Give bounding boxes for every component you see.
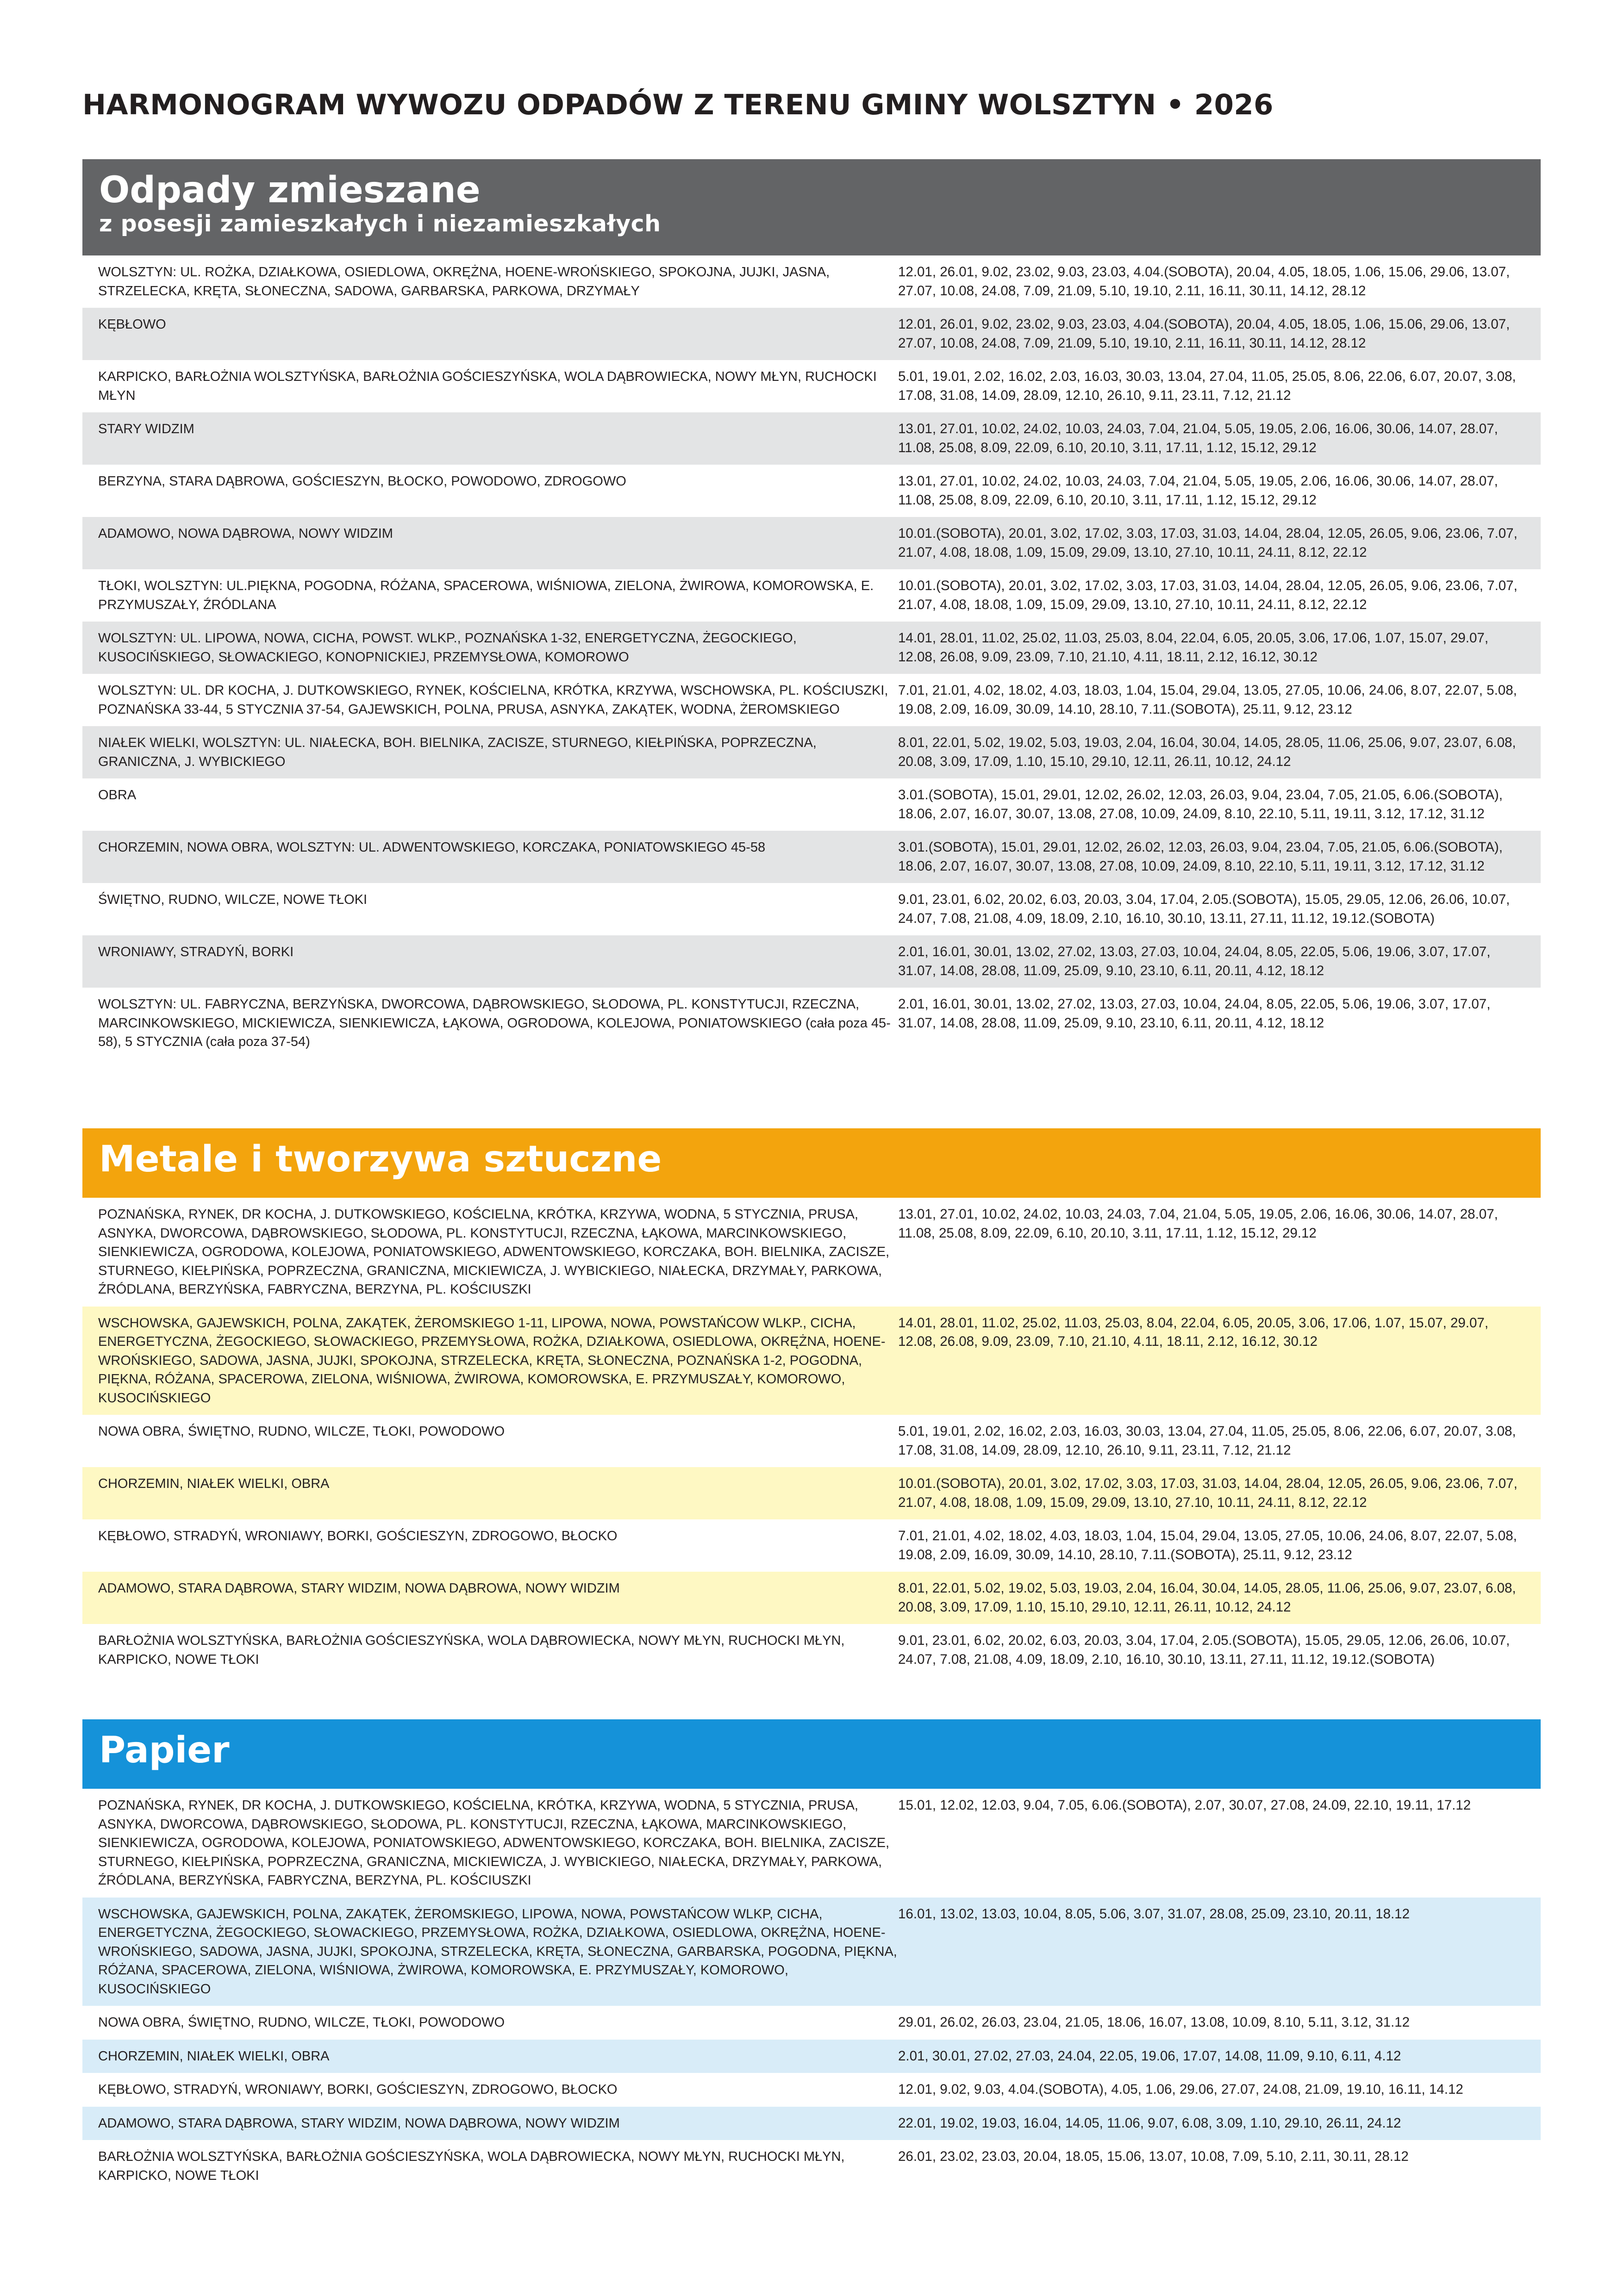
collection-dates: 8.01, 22.01, 5.02, 19.02, 5.03, 19.03, 2.04, 16.04, 30.04, 14.05, 28.05, 11.06, 25.06, 9.07, 23.07, 6.08, 20.08, 3.09, 17.09, 1.10, 15.10, 29.10, 12.11, 26.11, 10.12, 24.12 xyxy=(898,1580,1516,1615)
section-header-metals-plastics xyxy=(82,1128,1541,1198)
collection-dates: 13.01, 27.01, 10.02, 24.02, 10.03, 24.03, 7.04, 21.04, 5.05, 19.05, 2.06, 16.06, 30.06, 14.07, 28.07, 11.08, 25.08, 8.09, 22.09, 6.10, 20.10, 3.11, 17.11, 1.12, 15.12, 29.12 xyxy=(898,1207,1498,1241)
area-names: BARŁOŻNIA WOLSZTYŃSKA, BARŁOŻNIA GOŚCIESZYŃSKA, WOLA DĄBROWIECKA, NOWY MŁYN, RUCHOCKI MŁYN, KARPICKO, NOWE TŁOKI xyxy=(98,1633,845,1667)
collection-dates: 2.01, 30.01, 27.02, 27.03, 24.04, 22.05, 19.06, 17.07, 14.08, 11.09, 9.10, 6.11, 4.12 xyxy=(898,2048,1401,2064)
area-names: WSCHOWSKA, GAJEWSKICH, POLNA, ZAKĄTEK, ŻEROMSKIEGO 1-11, LIPOWA, NOWA, POWSTAŃCOW WLKP., CICHA, ENERGETYCZNA, ŻEGOCKIEGO, SŁOWACKIEGO, PRZEMYSŁOWA, ROŻKA, DZIAŁKOWA, OSIEDLOWA, OKRĘŻNA, HOENE-WROŃSKIEGO, SADOWA, JASNA, JUJKI, SPOKOJNA, STRZELECKA, KRĘTA, SŁONECZNA, POZNAŃSKA 1-2, POGODNA, PIĘKNA, RÓŻANA, SPACEROWA, ZIELONA, WIŚNIOWA, ŻWIROWA, KOMOROWSKA, E. PRZYMUSZAŁY, KOMOROWO, KUSOCIŃSKIEGO xyxy=(98,1315,886,1406)
collection-dates: 13.01, 27.01, 10.02, 24.02, 10.03, 24.03, 7.04, 21.04, 5.05, 19.05, 2.06, 16.06, 30.06, 14.07, 28.07, 11.08, 25.08, 8.09, 22.09, 6.10, 20.10, 3.11, 17.11, 1.12, 15.12, 29.12 xyxy=(898,473,1498,508)
table-row xyxy=(82,2006,1541,2040)
area-names: OBRA xyxy=(98,788,137,803)
table-row xyxy=(82,1467,1541,1519)
table-row xyxy=(82,1624,1541,1676)
table-row xyxy=(82,1572,1541,1624)
table-row xyxy=(82,1898,1541,2006)
area-names: STARY WIDZIM xyxy=(98,422,194,436)
collection-dates: 16.01, 13.02, 13.03, 10.04, 8.05, 5.06, 3.07, 31.07, 28.08, 25.09, 23.10, 20.11, 18.12 xyxy=(898,1906,1410,1922)
collection-dates: 12.01, 26.01, 9.02, 23.02, 9.03, 23.03, 4.04.(SOBOTA), 20.04, 4.05, 18.05, 1.06, 15.06, 29.06, 13.07, 27.07, 10.08, 24.08, 7.09, 21.09, 5.10, 19.10, 2.11, 16.11, 30.11, 14.12, 28.12 xyxy=(898,317,1510,351)
table-row xyxy=(82,1307,1541,1415)
table-row xyxy=(82,1198,1541,1307)
table-row xyxy=(82,360,1541,412)
collection-dates: 8.01, 22.01, 5.02, 19.02, 5.03, 19.03, 2.04, 16.04, 30.04, 14.05, 28.05, 11.06, 25.06, 9.07, 23.07, 6.08, 20.08, 3.09, 17.09, 1.10, 15.10, 29.10, 12.11, 26.11, 10.12, 24.12 xyxy=(898,735,1516,769)
area-names: WOLSZTYN: UL. LIPOWA, NOWA, CICHA, POWST. WLKP., POZNAŃSKA 1-32, ENERGETYCZNA, ŻEGOCKIEGO, KUSOCIŃSKIEGO, SŁOWACKIEGO, KONOPNICKIEJ, PRZEMYSŁOWA, KOMOROWO xyxy=(98,631,797,665)
area-names: KĘBŁOWO xyxy=(98,317,166,332)
table-row xyxy=(82,465,1541,517)
area-names: WSCHOWSKA, GAJEWSKICH, POLNA, ZAKĄTEK, ŻEROMSKIEGO, LIPOWA, NOWA, POWSTAŃCOW WLKP, CICHA, ENERGETYCZNA, ŻEGOCKIEGO, SŁOWACKIEGO, PRZEMYSŁOWA, ROŻKA, DZIAŁKOWA, OSIEDLOWA, OKRĘŻNA, HOENE-WROŃSKIEGO, SADOWA, JASNA, JUJKI, SPOKOJNA, STRZELECKA, KRĘTA, SŁONECZNA, GARBARSKA, POGODNA, PIĘKNA, RÓŻANA, SPACEROWA, ZIELONA, WIŚNIOWA, ŻWIROWA, KOMOROWSKA, E. PRZYMUSZAŁY, KOMOROWO, KUSOCIŃSKIEGO xyxy=(98,1906,897,1997)
area-names: NIAŁEK WIELKI, WOLSZTYN: UL. NIAŁECKA, BOH. BIELNIKA, ZACISZE, STURNEGO, KIEŁPIŃSKA, POPRZECZNA, GRANICZNA, J. WYBICKIEGO xyxy=(98,735,817,769)
collection-dates: 14.01, 28.01, 11.02, 25.02, 11.03, 25.03, 8.04, 22.04, 6.05, 20.05, 3.06, 17.06, 1.07, 15.07, 29.07, 12.08, 26.08, 9.09, 23.09, 7.10, 21.10, 4.11, 18.11, 2.12, 16.12, 30.12 xyxy=(898,630,1489,665)
area-names: BERZYNA, STARA DĄBROWA, GOŚCIESZYN, BŁOCKO, POWODOWO, ZDROGOWO xyxy=(98,474,626,489)
schedule-table-metals xyxy=(82,1198,1541,1676)
collection-dates: 5.01, 19.01, 2.02, 16.02, 2.03, 16.03, 30.03, 13.04, 27.04, 11.05, 25.05, 8.06, 22.06, 6.07, 20.07, 3.08, 17.08, 31.08, 14.09, 28.09, 12.10, 26.10, 9.11, 23.11, 7.12, 21.12 xyxy=(898,1424,1516,1458)
table-row xyxy=(82,778,1541,831)
collection-dates: 13.01, 27.01, 10.02, 24.02, 10.03, 24.03, 7.04, 21.04, 5.05, 19.05, 2.06, 16.06, 30.06, 14.07, 28.07, 11.08, 25.08, 8.09, 22.09, 6.10, 20.10, 3.11, 17.11, 1.12, 15.12, 29.12 xyxy=(898,421,1498,455)
collection-dates: 22.01, 19.02, 19.03, 16.04, 14.05, 11.06, 9.07, 6.08, 3.09, 1.10, 29.10, 26.11, 24.12 xyxy=(898,2115,1401,2131)
table-row xyxy=(82,1415,1541,1467)
table-row xyxy=(82,988,1541,1059)
section-header-paper xyxy=(82,1719,1541,1789)
area-names: TŁOKI, WOLSZTYN: UL.PIĘKNA, POGODNA, RÓŻANA, SPACEROWA, WIŚNIOWA, ZIELONA, ŻWIROWA, KOMOROWSKA, E. PRZYMUSZAŁY, ŹRÓDLANA xyxy=(98,579,874,612)
section-metals-plastics xyxy=(82,1128,1541,1676)
area-names: NOWA OBRA, ŚWIĘTNO, RUDNO, WILCZE, TŁOKI, POWODOWO xyxy=(98,2015,505,2030)
collection-dates: 3.01.(SOBOTA), 15.01, 29.01, 12.02, 26.02, 12.03, 26.03, 9.04, 23.04, 7.05, 21.05, 6.06.(SOBOTA), 18.06, 2.07, 16.07, 30.07, 13.08, 27.08, 10.09, 24.09, 8.10, 22.10, 5.11, 19.11, 3.12, 17.12, 31.12 xyxy=(898,840,1503,874)
section-title: Papier xyxy=(99,1730,230,1771)
area-names: CHORZEMIN, NOWA OBRA, WOLSZTYN: UL. ADWENTOWSKIEGO, KORCZAKA, PONIATOWSKIEGO 45-58 xyxy=(98,840,766,855)
area-names: WOLSZTYN: UL. DR KOCHA, J. DUTKOWSKIEGO, RYNEK, KOŚCIELNA, KRÓTKA, KRZYWA, WSCHOWSKA, PL. KOŚCIUSZKI, POZNAŃSKA 33-44, 5 STYCZNIA 37-54, GAJEWSKICH, POLNA, PRUSA, ASNYKA, ZAKĄTEK, WODNA, ŻEROMSKIEGO xyxy=(98,683,888,717)
collection-dates: 5.01, 19.01, 2.02, 16.02, 2.03, 16.03, 30.03, 13.04, 27.04, 11.05, 25.05, 8.06, 22.06, 6.07, 20.07, 3.08, 17.08, 31.08, 14.09, 28.09, 12.10, 26.10, 9.11, 23.11, 7.12, 21.12 xyxy=(898,369,1516,403)
area-names: NOWA OBRA, ŚWIĘTNO, RUDNO, WILCZE, TŁOKI, POWODOWO xyxy=(98,1424,505,1439)
collection-dates: 7.01, 21.01, 4.02, 18.02, 4.03, 18.03, 1.04, 15.04, 29.04, 13.05, 27.05, 10.06, 24.06, 8.07, 22.07, 5.08, 19.08, 2.09, 16.09, 30.09, 14.10, 28.10, 7.11.(SOBOTA), 25.11, 9.12, 23.12 xyxy=(898,1528,1517,1562)
area-names: POZNAŃSKA, RYNEK, DR KOCHA, J. DUTKOWSKIEGO, KOŚCIELNA, KRÓTKA, KRZYWA, WODNA, 5 STYCZNIA, PRUSA, ASNYKA, DWORCOWA, DĄBROWSKIEGO, SŁODOWA, PL. KONSTYTUCJI, RZECZNA, ŁĄKOWA, MARCINKOWSKIEGO, SIENKIEWICZA, OGRODOWA, KOLEJOWA, PONIATOWSKIEGO, ADWENTOWSKIEGO, KORCZAKA, BOH. BIELNIKA, ZACISZE, STURNEGO, KIEŁPIŃSKA, POPRZECZNA, GRANICZNA, MICKIEWICZA, J. WYBICKIEGO, NIAŁECKA, DRZYMAŁY, PARKOWA, ŹRÓDLANA, BERZYŃSKA, FABRYCZNA, BERZYNA, PL. KOŚCIUSZKI xyxy=(98,1207,890,1297)
table-row xyxy=(82,1519,1541,1572)
table-row xyxy=(82,831,1541,883)
collection-dates: 2.01, 16.01, 30.01, 13.02, 27.02, 13.03, 27.03, 10.04, 24.04, 8.05, 22.05, 5.06, 19.06, 3.07, 17.07, 31.07, 14.08, 28.08, 11.09, 25.09, 9.10, 23.10, 6.11, 20.11, 4.12, 18.12 xyxy=(898,996,1491,1031)
section-title: Metale i tworzywa sztuczne xyxy=(99,1139,662,1180)
area-names: KĘBŁOWO, STRADYŃ, WRONIAWY, BORKI, GOŚCIESZYN, ZDROGOWO, BŁOCKO xyxy=(98,1529,618,1543)
area-names: ADAMOWO, STARA DĄBROWA, STARY WIDZIM, NOWA DĄBROWA, NOWY WIDZIM xyxy=(98,2116,620,2131)
table-row xyxy=(82,2107,1541,2140)
table-row xyxy=(82,726,1541,778)
area-names: WRONIAWY, STRADYŃ, BORKI xyxy=(98,945,294,959)
table-row xyxy=(82,2140,1541,2192)
table-row xyxy=(82,569,1541,622)
collection-dates: 15.01, 12.02, 12.03, 9.04, 7.05, 6.06.(SOBOTA), 2.07, 30.07, 27.08, 24.09, 22.10, 19.11, 17.12 xyxy=(898,1798,1471,1813)
collection-dates: 10.01.(SOBOTA), 20.01, 3.02, 17.02, 3.03, 17.03, 31.03, 14.04, 28.04, 12.05, 26.05, 9.06, 23.06, 7.07, 21.07, 4.08, 18.08, 1.09, 15.09, 29.09, 13.10, 27.10, 10.11, 24.11, 8.12, 22.12 xyxy=(898,578,1518,612)
collection-dates: 29.01, 26.02, 26.03, 23.04, 21.05, 18.06, 16.07, 13.08, 10.09, 8.10, 5.11, 3.12, 31.12 xyxy=(898,2015,1410,2030)
table-row xyxy=(82,255,1541,308)
collection-dates: 9.01, 23.01, 6.02, 20.02, 6.03, 20.03, 3.04, 17.04, 2.05.(SOBOTA), 15.05, 29.05, 12.06, 26.06, 10.07, 24.07, 7.08, 21.08, 4.09, 18.09, 2.10, 16.10, 30.10, 13.11, 27.11, 11.12, 19.12.(SOBOTA) xyxy=(898,892,1510,926)
collection-dates: 10.01.(SOBOTA), 20.01, 3.02, 17.02, 3.03, 17.03, 31.03, 14.04, 28.04, 12.05, 26.05, 9.06, 23.06, 7.07, 21.07, 4.08, 18.08, 1.09, 15.09, 29.09, 13.10, 27.10, 10.11, 24.11, 8.12, 22.12 xyxy=(898,526,1518,560)
area-names: CHORZEMIN, NIAŁEK WIELKI, OBRA xyxy=(98,2048,330,2064)
table-row xyxy=(82,1789,1541,1898)
area-names: BARŁOŻNIA WOLSZTYŃSKA, BARŁOŻNIA GOŚCIESZYŃSKA, WOLA DĄBROWIECKA, NOWY MŁYN, RUCHOCKI MŁYN, KARPICKO, NOWE TŁOKI xyxy=(98,2149,845,2183)
section-paper xyxy=(82,1719,1541,2192)
table-row xyxy=(82,308,1541,360)
area-names: WOLSZTYN: UL. ROŻKA, DZIAŁKOWA, OSIEDLOWA, OKRĘŻNA, HOENE-WROŃSKIEGO, SPOKOJNA, JUJKI, JASNA, STRZELECKA, KRĘTA, SŁONECZNA, SADOWA, GARBARSKA, PARKOWA, DRZYMAŁY xyxy=(98,265,830,299)
table-row xyxy=(82,412,1541,465)
section-mixed-waste xyxy=(82,159,1541,1059)
table-row xyxy=(82,517,1541,569)
area-names: KARPICKO, BARŁOŻNIA WOLSZTYŃSKA, BARŁOŻNIA GOŚCIESZYŃSKA, WOLA DĄBROWIECKA, NOWY MŁYN, RUCHOCKI MŁYN xyxy=(98,369,877,403)
collection-dates: 14.01, 28.01, 11.02, 25.02, 11.03, 25.03, 8.04, 22.04, 6.05, 20.05, 3.06, 17.06, 1.07, 15.07, 29.07, 12.08, 26.08, 9.09, 23.09, 7.10, 21.10, 4.11, 18.11, 2.12, 16.12, 30.12 xyxy=(898,1315,1489,1349)
area-names: ADAMOWO, NOWA DĄBROWA, NOWY WIDZIM xyxy=(98,526,393,541)
area-names: KĘBŁOWO, STRADYŃ, WRONIAWY, BORKI, GOŚCIESZYN, ZDROGOWO, BŁOCKO xyxy=(98,2082,618,2097)
area-names: POZNAŃSKA, RYNEK, DR KOCHA, J. DUTKOWSKIEGO, KOŚCIELNA, KRÓTKA, KRZYWA, WODNA, 5 STYCZNIA, PRUSA, ASNYKA, DWORCOWA, DĄBROWSKIEGO, SŁODOWA, PL. KONSTYTUCJI, RZECZNA, ŁĄKOWA, MARCINKOWSKIEGO, SIENKIEWICZA, OGRODOWA, KOLEJOWA, PONIATOWSKIEGO, ADWENTOWSKIEGO, KORCZAKA, BOH. BIELNIKA, ZACISZE, STURNEGO, KIEŁPIŃSKA, POPRZECZNA, GRANICZNA, MICKIEWICZA, J. WYBICKIEGO, NIAŁECKA, DRZYMAŁY, PARKOWA, ŹRÓDLANA, BERZYŃSKA, FABRYCZNA, BERZYNA, PL. KOŚCIUSZKI xyxy=(98,1798,890,1888)
section-header-mixed-waste xyxy=(82,159,1541,255)
section-subtitle: z posesji zamieszkałych i niezamieszkałych xyxy=(99,211,661,237)
area-names: ŚWIĘTNO, RUDNO, WILCZE, NOWE TŁOKI xyxy=(98,892,368,907)
table-row xyxy=(82,674,1541,726)
schedule-table-mixed xyxy=(82,255,1541,1059)
schedule-table-paper xyxy=(82,1789,1541,2192)
table-row xyxy=(82,2073,1541,2107)
table-row xyxy=(82,2040,1541,2073)
collection-dates: 2.01, 16.01, 30.01, 13.02, 27.02, 13.03, 27.03, 10.04, 24.04, 8.05, 22.05, 5.06, 19.06, 3.07, 17.07, 31.07, 14.08, 28.08, 11.09, 25.09, 9.10, 23.10, 6.11, 20.11, 4.12, 18.12 xyxy=(898,944,1491,978)
page-title: HARMONOGRAM WYWOZU ODPADÓW Z TERENU GMINY WOLSZTYN • 2026 xyxy=(82,88,1274,121)
area-names: ADAMOWO, STARA DĄBROWA, STARY WIDZIM, NOWA DĄBROWA, NOWY WIDZIM xyxy=(98,1581,620,1596)
area-names: CHORZEMIN, NIAŁEK WIELKI, OBRA xyxy=(98,1476,330,1491)
collection-dates: 3.01.(SOBOTA), 15.01, 29.01, 12.02, 26.02, 12.03, 26.03, 9.04, 23.04, 7.05, 21.05, 6.06.(SOBOTA), 18.06, 2.07, 16.07, 30.07, 13.08, 27.08, 10.09, 24.09, 8.10, 22.10, 5.11, 19.11, 3.12, 17.12, 31.12 xyxy=(898,787,1503,821)
area-names: WOLSZTYN: UL. FABRYCZNA, BERZYŃSKA, DWORCOWA, DĄBROWSKIEGO, SŁODOWA, PL. KONSTYTUCJI, RZECZNA, MARCINKOWSKIEGO, MICKIEWICZA, SIENKIEWICZA, ŁĄKOWA, OGRODOWA, KOLEJOWA, PONIATOWSKIEGO (cała poza 45-58), 5 STYCZNIA (cała poza 37-54) xyxy=(98,997,891,1049)
collection-dates: 10.01.(SOBOTA), 20.01, 3.02, 17.02, 3.03, 17.03, 31.03, 14.04, 28.04, 12.05, 26.05, 9.06, 23.06, 7.07, 21.07, 4.08, 18.08, 1.09, 15.09, 29.09, 13.10, 27.10, 10.11, 24.11, 8.12, 22.12 xyxy=(898,1476,1518,1510)
table-row xyxy=(82,883,1541,935)
collection-dates: 12.01, 26.01, 9.02, 23.02, 9.03, 23.03, 4.04.(SOBOTA), 20.04, 4.05, 18.05, 1.06, 15.06, 29.06, 13.07, 27.07, 10.08, 24.08, 7.09, 21.09, 5.10, 19.10, 2.11, 16.11, 30.11, 14.12, 28.12 xyxy=(898,264,1510,299)
collection-dates: 9.01, 23.01, 6.02, 20.02, 6.03, 20.03, 3.04, 17.04, 2.05.(SOBOTA), 15.05, 29.05, 12.06, 26.06, 10.07, 24.07, 7.08, 21.08, 4.09, 18.09, 2.10, 16.10, 30.10, 13.11, 27.11, 11.12, 19.12.(SOBOTA) xyxy=(898,1633,1510,1667)
collection-dates: 7.01, 21.01, 4.02, 18.02, 4.03, 18.03, 1.04, 15.04, 29.04, 13.05, 27.05, 10.06, 24.06, 8.07, 22.07, 5.08, 19.08, 2.09, 16.09, 30.09, 14.10, 28.10, 7.11.(SOBOTA), 25.11, 9.12, 23.12 xyxy=(898,683,1517,717)
collection-dates: 26.01, 23.02, 23.03, 20.04, 18.05, 15.06, 13.07, 10.08, 7.09, 5.10, 2.11, 30.11, 28.12 xyxy=(898,2149,1409,2164)
table-row xyxy=(82,935,1541,988)
collection-dates: 12.01, 9.02, 9.03, 4.04.(SOBOTA), 4.05, 1.06, 29.06, 27.07, 24.08, 21.09, 19.10, 16.11, 14.12 xyxy=(898,2082,1463,2097)
table-row xyxy=(82,622,1541,674)
section-title: Odpady zmieszane xyxy=(99,169,481,211)
